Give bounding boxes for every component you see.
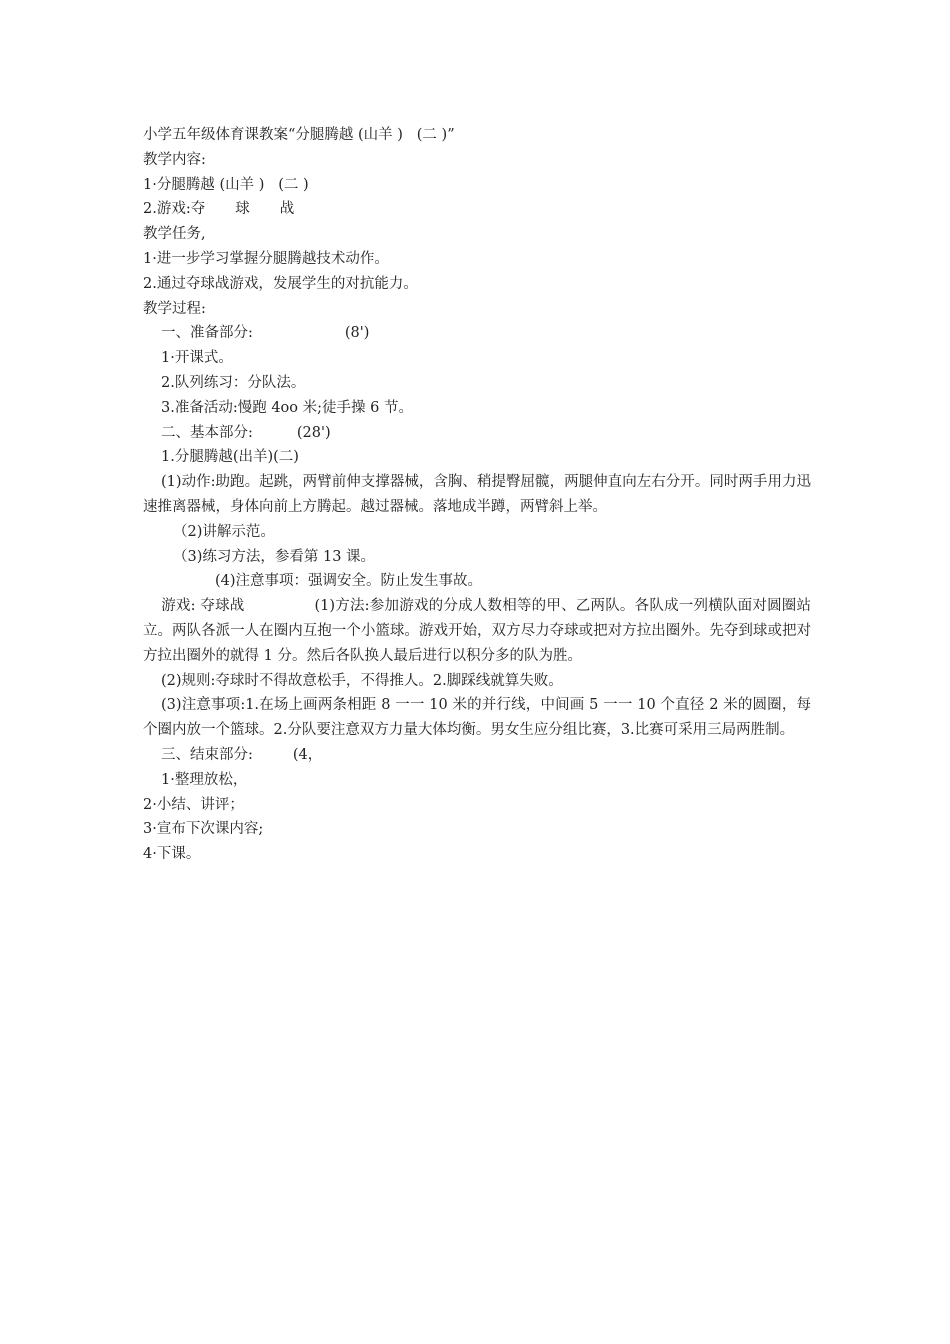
basic-time: (28') [296, 424, 331, 441]
game-method-paragraph [143, 594, 811, 668]
end-time: (4， [292, 746, 323, 763]
prep-item: 1·开课式。 [161, 350, 233, 367]
basic-section-heading [143, 421, 811, 446]
game-rules: (2)规则:夺球时不得故意松手，不得推人。2.脚踩线就算失败。 [161, 672, 563, 689]
demo-item: （2)讲解示范。 [173, 523, 275, 540]
prep-time: (8') [344, 325, 370, 342]
game-name-part-1: 2.游戏:夺 [143, 201, 206, 218]
content-item-game [143, 197, 811, 222]
action-text: (1)动作:助跑。起跳，两臂前伸支撑器械，含胸、稍提臀屈髋，两腿伸直向左右分开。同时两手用力迅速推离器械，身体向前上方腾起。越过器械。落地成半蹲，两臂斜上举。 [143, 474, 811, 515]
task-item: 2.通过夺球战游戏，发展学生的对抗能力。 [143, 275, 418, 292]
process-heading: 教学过程: [143, 300, 206, 317]
end-item: 1·整理放松， [161, 771, 248, 788]
game-name-part-2: 球 [235, 201, 250, 218]
prep-heading: 一、准备部分: [161, 325, 253, 342]
prep-item: 2.队列练习：分队法。 [161, 374, 306, 391]
game-notes-paragraph [143, 693, 811, 743]
document-title: 小学五年级体育课教案“分腿腾越 (山羊 ) (二 )” [143, 127, 455, 143]
end-item: 2·小结、讲评； [143, 796, 244, 813]
action-paragraph [143, 470, 811, 520]
prep-section-heading [143, 321, 811, 346]
task-heading: 教学任务, [143, 226, 206, 243]
end-item: 3·宣布下次课内容; [143, 821, 264, 838]
basic-sub-heading: 1.分腿腾越(出羊)(二) [161, 449, 299, 466]
game-notes-text: (3)注意事项:1.在场上画两条相距 8 一一 10 米的并行线，中间画 5 一一 10 个直径 2 米的圆圈，每个圈内放一个篮球。2.分队要注意双方力量大体均衡。男女生应分组比赛，3.比赛可采用三局两胜制。 [143, 697, 811, 739]
task-item: 1·进一步学习掌握分腿腾越技术动作。 [143, 250, 389, 267]
end-section-heading [143, 743, 811, 768]
practice-item: （3)练习方法，参看第 13 课。 [173, 548, 376, 565]
notice-item: (4)注意事项：强调安全。防止发生事故。 [215, 573, 483, 590]
end-item: 4·下课。 [143, 846, 201, 863]
content-item: 1·分腿腾越 (山羊 ) (二 ) [143, 176, 309, 193]
game-name-part-3: 战 [279, 201, 295, 218]
basic-heading: 二、基本部分: [161, 424, 253, 441]
game-label: 游戏: 夺球战 [161, 598, 245, 615]
lesson-plan-document [143, 123, 811, 867]
end-heading: 三、结束部分: [161, 746, 253, 763]
content-heading: 教学内容: [143, 151, 206, 168]
prep-item: 3.准备活动:慢跑 4oo 米;徒手操 6 节。 [161, 399, 413, 416]
game-method-text: (1)方法:参加游戏的分成人数相等的甲、乙两队。各队成一列横队面对圆圈站立。两队各派一人在圈内互抱一个小篮球。游戏开始，双方尽力夺球或把对方拉出圈外。先夺到球或把对方拉出圈外的就得 1 分。然后各队换人最后进行以积分多的队为胜。 [143, 598, 811, 664]
